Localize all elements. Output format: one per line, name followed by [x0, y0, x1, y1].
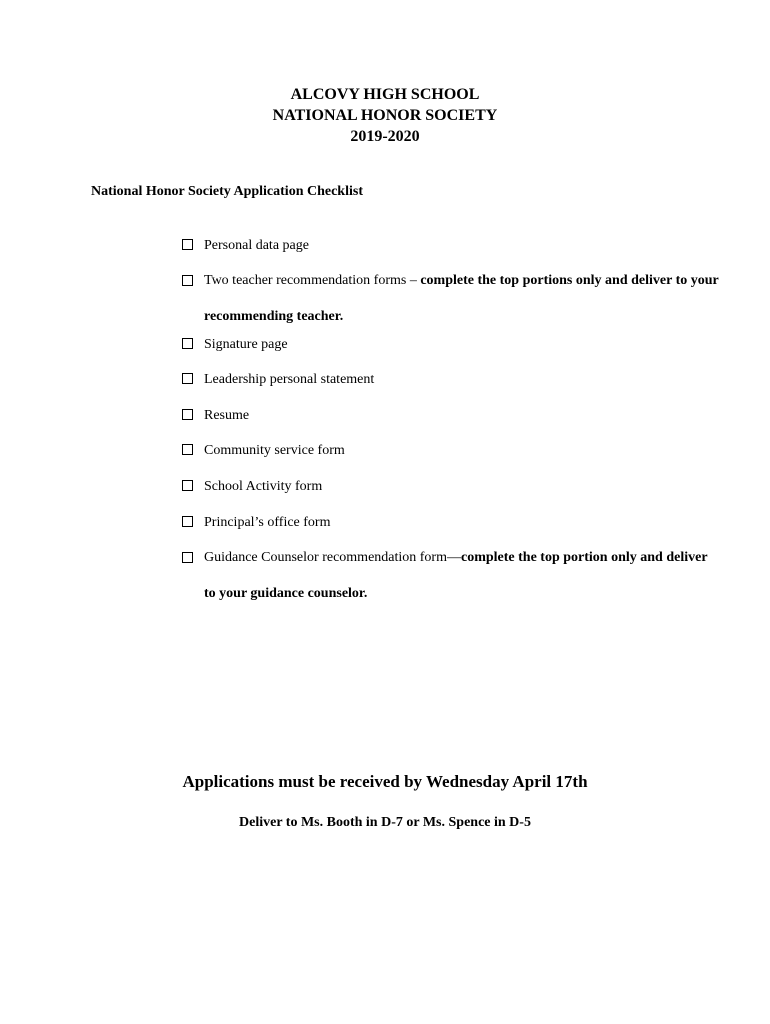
- checkbox-icon[interactable]: [182, 239, 193, 250]
- document-header: [0, 84, 770, 147]
- checklist-title: National Honor Society Application Checklist: [91, 184, 363, 199]
- checkbox-icon[interactable]: [182, 338, 193, 349]
- application-checklist: [181, 236, 721, 612]
- checklist-item: [181, 406, 721, 425]
- checklist-item-note: complete the top portion only and deliver to your guidance counselor.: [204, 550, 708, 602]
- checklist-item-text: Two teacher recommendation forms –: [204, 272, 421, 288]
- checkbox-icon[interactable]: [182, 373, 193, 384]
- checkbox-icon[interactable]: [182, 480, 193, 491]
- checklist-item-text: Leadership personal statement: [204, 372, 375, 388]
- deadline-notice: Applications must be received by Wednesday April 17th: [182, 772, 588, 791]
- checklist-item-note: complete the top portions only and deliver to your recommending teacher.: [204, 272, 719, 324]
- checkbox-icon[interactable]: [182, 409, 193, 420]
- checklist-item-text: Personal data page: [204, 238, 309, 253]
- checklist-item-text: Guidance Counselor recommendation form—: [204, 550, 461, 566]
- checklist-item-text: Resume: [204, 407, 250, 423]
- checklist-item-text: Community service form: [204, 443, 345, 459]
- delivery-instructions: Deliver to Ms. Booth in D-7 or Ms. Spence in D-5: [239, 815, 531, 830]
- checklist-item: [181, 236, 721, 255]
- checklist-item: [181, 370, 721, 389]
- checklist-item-text: Principal’s office form: [204, 514, 331, 530]
- checklist-item: [181, 263, 721, 335]
- checklist-item: [181, 513, 721, 532]
- checkbox-icon[interactable]: [182, 444, 193, 455]
- school-name: ALCOVY HIGH SCHOOL: [290, 86, 480, 103]
- checklist-item: [181, 335, 721, 354]
- society-name: NATIONAL HONOR SOCIETY: [272, 107, 498, 124]
- checklist-item-text: School Activity form: [204, 478, 323, 494]
- checkbox-icon[interactable]: [182, 516, 193, 527]
- checklist-item: [181, 477, 721, 496]
- checklist-item: [181, 441, 721, 460]
- checkbox-icon[interactable]: [182, 552, 193, 563]
- checklist-item: [181, 540, 721, 612]
- school-year: 2019-2020: [350, 128, 420, 145]
- checklist-item-text: Signature page: [204, 336, 288, 352]
- checkbox-icon[interactable]: [182, 275, 193, 286]
